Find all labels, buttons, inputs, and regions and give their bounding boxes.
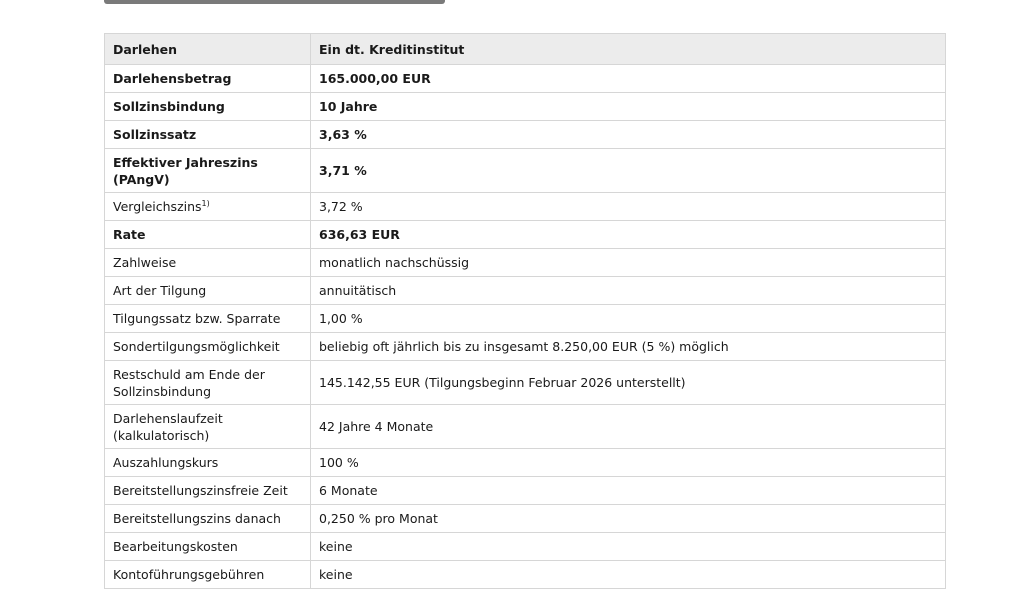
row-label: Auszahlungskurs (105, 449, 311, 477)
table-header-row (105, 34, 946, 65)
row-value: 0,250 % pro Monat (311, 505, 946, 533)
row-label: Bearbeitungskosten (105, 533, 311, 561)
row-label: Vergleichszins (113, 199, 202, 214)
row-label: Kontoführungsgebühren (105, 561, 311, 589)
table-row (105, 533, 946, 561)
row-value: 3,72 % (311, 193, 946, 221)
loan-offer-table-container (104, 33, 945, 589)
row-value: 1,00 % (311, 305, 946, 333)
row-label: Restschuld am Ende der Sollzinsbindung (105, 361, 311, 405)
row-value: 165.000,00 EUR (311, 65, 946, 93)
row-value: keine (311, 533, 946, 561)
row-value: 145.142,55 EUR (Tilgungsbeginn Februar 2026 unterstellt) (311, 361, 946, 405)
row-value: keine (311, 561, 946, 589)
row-value: 6 Monate (311, 477, 946, 505)
row-value: beliebig oft jährlich bis zu insgesamt 8.250,00 EUR (5 %) möglich (311, 333, 946, 361)
row-value: annuitätisch (311, 277, 946, 305)
table-row (105, 221, 946, 249)
row-value: 636,63 EUR (311, 221, 946, 249)
header-lender: Ein dt. Kreditinstitut (311, 34, 946, 65)
table-row (105, 561, 946, 589)
row-label: Darlehensbetrag (105, 65, 311, 93)
table-row (105, 333, 946, 361)
table-row (105, 65, 946, 93)
row-value: 3,63 % (311, 121, 946, 149)
row-label: Sollzinsbindung (105, 93, 311, 121)
table-row (105, 305, 946, 333)
table-row (105, 505, 946, 533)
table-row (105, 449, 946, 477)
table-row (105, 193, 946, 221)
table-row (105, 249, 946, 277)
row-label: Art der Tilgung (105, 277, 311, 305)
row-label: Effektiver Jahreszins (PAngV) (105, 149, 311, 193)
row-label: Rate (105, 221, 311, 249)
table-row (105, 477, 946, 505)
top-toolbar-strip (104, 0, 445, 4)
row-value: 100 % (311, 449, 946, 477)
row-value: 3,71 % (311, 149, 946, 193)
row-value: 42 Jahre 4 Monate (311, 405, 946, 449)
footnote-marker: 1) (201, 198, 210, 208)
loan-offer-table (104, 33, 946, 589)
table-row (105, 93, 946, 121)
row-label: Tilgungssatz bzw. Sparrate (105, 305, 311, 333)
table-row (105, 277, 946, 305)
row-value: monatlich nachschüssig (311, 249, 946, 277)
row-label: Sollzinssatz (105, 121, 311, 149)
row-label: Zahlweise (105, 249, 311, 277)
row-label: Sondertilgungsmöglichkeit (105, 333, 311, 361)
row-label: Darlehenslaufzeit (kalkulatorisch) (105, 405, 311, 449)
table-row (105, 405, 946, 449)
row-label: Bereitstellungszinsfreie Zeit (105, 477, 311, 505)
table-row (105, 149, 946, 193)
header-label: Darlehen (105, 34, 311, 65)
table-row (105, 121, 946, 149)
table-row (105, 361, 946, 405)
row-label: Bereitstellungszins danach (105, 505, 311, 533)
row-value: 10 Jahre (311, 93, 946, 121)
row-label-with-footnote (105, 193, 311, 221)
